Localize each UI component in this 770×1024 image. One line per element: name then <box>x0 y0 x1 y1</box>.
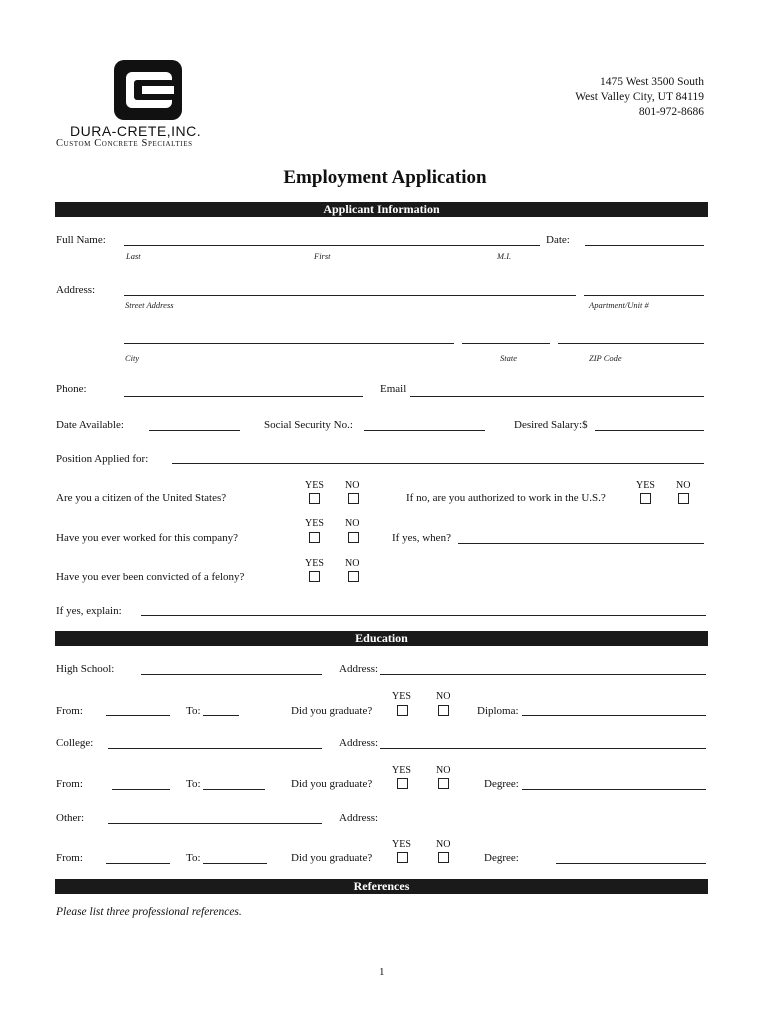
college-address-label: Address: <box>339 737 379 749</box>
high-school-from-label: From: <box>56 705 83 717</box>
citizen-yes-checkbox[interactable] <box>309 493 320 504</box>
high-school-label: High School: <box>56 663 115 675</box>
worked-yes-checkbox[interactable] <box>309 532 320 543</box>
address-line-2: West Valley City, UT 84119 <box>575 91 704 103</box>
desired-salary-field[interactable] <box>595 430 704 431</box>
citizen-question: Are you a citizen of the United States? <box>56 492 227 504</box>
position-label: Position Applied for: <box>56 453 149 465</box>
authorized-no-label: NO <box>676 480 691 491</box>
section-header-education: Education <box>55 631 708 646</box>
college-yes-checkbox[interactable] <box>397 778 408 789</box>
felony-no-checkbox[interactable] <box>348 571 359 582</box>
other-to-field[interactable] <box>203 863 267 864</box>
email-field[interactable] <box>410 396 704 397</box>
diploma-label: Diploma: <box>477 705 519 717</box>
college-no-label: NO <box>436 765 451 776</box>
street-address-caption: Street Address <box>125 300 174 310</box>
company-name: DURA-CRETE,INC. <box>70 123 202 139</box>
section-header-applicant: Applicant Information <box>55 202 708 217</box>
references-instruction: Please list three professional references. <box>56 906 242 918</box>
street-address-field[interactable] <box>124 295 576 296</box>
authorized-question: If no, are you authorized to work in the U.S.? <box>406 492 606 504</box>
high-school-address-label: Address: <box>339 663 379 675</box>
college-no-checkbox[interactable] <box>438 778 449 789</box>
authorized-yes-checkbox[interactable] <box>640 493 651 504</box>
ssn-label: Social Security No.: <box>264 419 353 431</box>
logo-mark-icon <box>112 58 184 122</box>
college-from-label: From: <box>56 778 83 790</box>
full-name-label: Full Name: <box>56 234 106 246</box>
high-school-no-checkbox[interactable] <box>438 705 449 716</box>
other-degree-field[interactable] <box>556 863 706 864</box>
phone-field[interactable] <box>124 396 363 397</box>
college-to-label: To: <box>186 778 201 790</box>
felony-no-label: NO <box>345 558 360 569</box>
felony-yes-label: YES <box>305 558 324 569</box>
worked-question: Have you ever worked for this company? <box>56 532 239 544</box>
other-no-checkbox[interactable] <box>438 852 449 863</box>
full-name-field[interactable] <box>124 245 540 246</box>
high-school-no-label: NO <box>436 691 451 702</box>
citizen-no-label: NO <box>345 480 360 491</box>
city-field[interactable] <box>124 343 454 344</box>
ssn-field[interactable] <box>364 430 485 431</box>
citizen-yes-label: YES <box>305 480 324 491</box>
middle-initial-caption: M.I. <box>497 251 512 261</box>
worked-no-label: NO <box>345 518 360 529</box>
other-graduate-label: Did you graduate? <box>291 852 373 864</box>
date-available-label: Date Available: <box>56 419 124 431</box>
diploma-field[interactable] <box>522 715 706 716</box>
position-field[interactable] <box>172 463 704 464</box>
email-label: Email <box>380 383 407 395</box>
explain-label: If yes, explain: <box>56 605 122 617</box>
other-address-label: Address: <box>339 812 379 824</box>
college-degree-label: Degree: <box>484 778 519 790</box>
apartment-caption: Apartment/Unit # <box>589 300 649 310</box>
college-to-field[interactable] <box>203 789 265 790</box>
high-school-from-field[interactable] <box>106 715 170 716</box>
date-label: Date: <box>546 234 570 246</box>
college-field[interactable] <box>108 748 322 749</box>
first-name-caption: First <box>314 251 331 261</box>
state-caption: State <box>500 353 517 363</box>
other-yes-label: YES <box>392 839 411 850</box>
other-no-label: NO <box>436 839 451 850</box>
worked-no-checkbox[interactable] <box>348 532 359 543</box>
page-title: Employment Application <box>283 167 487 188</box>
college-yes-label: YES <box>392 765 411 776</box>
explain-field[interactable] <box>141 615 706 616</box>
phone-label: Phone: <box>56 383 87 395</box>
company-tagline: Custom Concrete Specialties <box>56 138 193 149</box>
other-from-label: From: <box>56 852 83 864</box>
worked-when-field[interactable] <box>458 543 704 544</box>
company-logo <box>112 58 184 122</box>
college-graduate-label: Did you graduate? <box>291 778 373 790</box>
company-phone: 801-972-8686 <box>638 106 704 118</box>
other-field[interactable] <box>108 823 322 824</box>
date-available-field[interactable] <box>149 430 240 431</box>
college-degree-field[interactable] <box>522 789 706 790</box>
zip-field[interactable] <box>558 343 704 344</box>
college-from-field[interactable] <box>112 789 170 790</box>
high-school-to-label: To: <box>186 705 201 717</box>
address-label: Address: <box>56 284 96 296</box>
address-line-1: 1475 West 3500 South <box>600 76 704 88</box>
page-number: 1 <box>379 966 385 978</box>
company-address <box>575 75 704 120</box>
desired-salary-label: Desired Salary:$ <box>514 419 588 431</box>
last-name-caption: Last <box>126 251 141 261</box>
high-school-yes-label: YES <box>392 691 411 702</box>
other-label: Other: <box>56 812 85 824</box>
other-from-field[interactable] <box>106 863 170 864</box>
date-field[interactable] <box>585 245 704 246</box>
authorized-yes-label: YES <box>636 480 655 491</box>
other-degree-label: Degree: <box>484 852 519 864</box>
high-school-graduate-label: Did you graduate? <box>291 705 373 717</box>
high-school-yes-checkbox[interactable] <box>397 705 408 716</box>
worked-when-label: If yes, when? <box>392 532 451 544</box>
felony-question: Have you ever been convicted of a felony? <box>56 571 245 583</box>
state-field[interactable] <box>462 343 550 344</box>
worked-yes-label: YES <box>305 518 324 529</box>
high-school-field[interactable] <box>141 674 322 675</box>
high-school-address-field[interactable] <box>380 674 706 675</box>
other-yes-checkbox[interactable] <box>397 852 408 863</box>
citizen-no-checkbox[interactable] <box>348 493 359 504</box>
apartment-field[interactable] <box>584 295 704 296</box>
city-caption: City <box>125 353 140 363</box>
college-address-field[interactable] <box>380 748 706 749</box>
college-label: College: <box>56 737 94 749</box>
section-header-references: References <box>55 879 708 894</box>
high-school-to-field[interactable] <box>203 715 239 716</box>
felony-yes-checkbox[interactable] <box>309 571 320 582</box>
zip-caption: ZIP Code <box>589 353 622 363</box>
authorized-no-checkbox[interactable] <box>678 493 689 504</box>
other-to-label: To: <box>186 852 201 864</box>
